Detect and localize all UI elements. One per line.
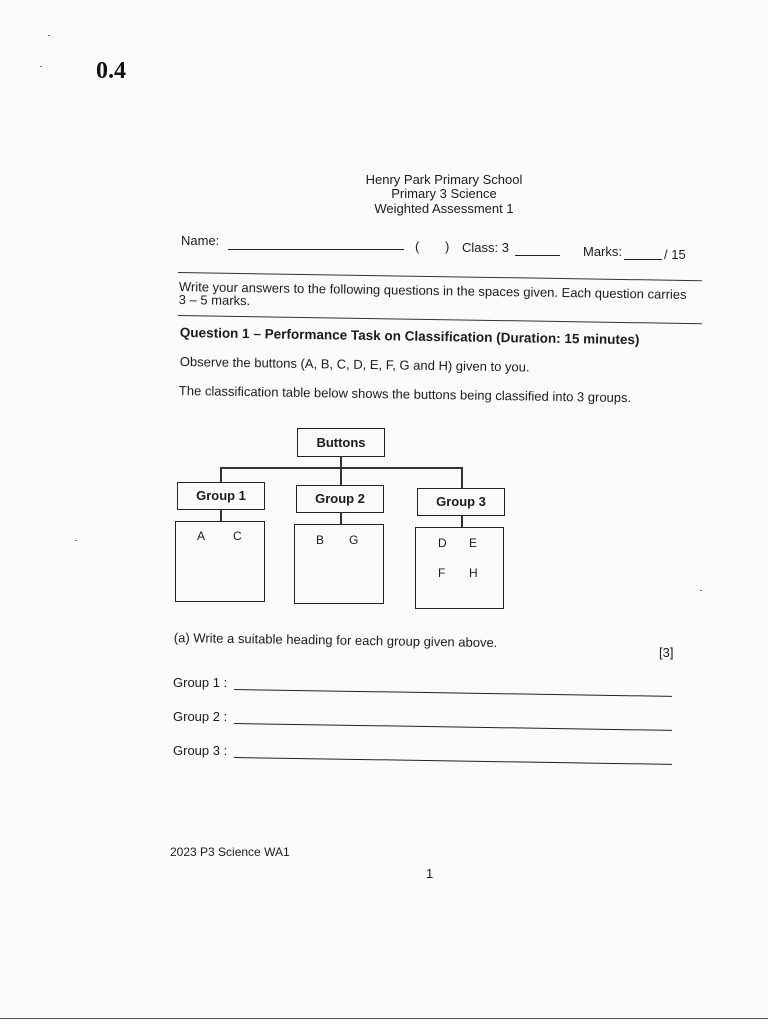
group1-item: A [197,529,206,543]
answer-label-group2: Group 2 : [173,709,228,724]
group3-item: F [438,566,446,580]
school-name: Henry Park Primary School [365,172,523,187]
group3-connector [461,467,463,489]
subject-title: Primary 3 Science [391,186,497,201]
group1-label: Group 1 [196,488,246,503]
group3-item: H [469,566,478,580]
name-label: Name: [181,233,220,248]
group1-connector [220,467,222,483]
group3-item: E [469,536,478,550]
marks-field[interactable] [624,259,662,260]
register-paren-open: ( [415,239,420,254]
page-number: 1 [426,866,434,881]
group2-label: Group 2 [315,491,365,506]
marks-label: Marks: [583,244,622,259]
scan-speck [75,540,77,541]
instructions-text: Write your answers to the following questions in the spaces given. Each question carries 3 – 5 marks. [178,279,687,309]
group2-members-box [294,524,384,604]
class-field[interactable] [515,255,560,256]
assessment-title: Weighted Assessment 1 [374,201,514,216]
scan-speck [48,35,50,36]
group3-label: Group 3 [436,494,486,509]
class-label: Class: 3 [462,240,509,255]
scan-speck [40,66,42,67]
answer-line-group1[interactable] [234,689,672,697]
answer-label-group1: Group 1 : [173,675,228,690]
register-paren-close: ) [445,239,450,254]
group2-item: G [349,533,359,547]
scan-edge [0,1018,768,1019]
group3-members-box [415,527,504,609]
marks-total: / 15 [664,247,686,262]
observe-text: Observe the buttons (A, B, C, D, E, F, G and H) given to you. [179,354,530,375]
group1-members-box [175,521,265,602]
student-info-row [181,233,691,263]
instruction-bottom-rule [178,315,702,324]
part-a-marks: [3] [659,645,674,660]
question-title: Question 1 – Performance Task on Classification (Duration: 15 minutes) [179,325,640,348]
answer-line-group2[interactable] [234,723,672,731]
answer-line-group3[interactable] [234,757,672,765]
answer-label-group3: Group 3 : [173,743,228,758]
group2-item: B [316,533,325,547]
part-a-prompt: (a) Write a suitable heading for each group given above. [173,630,498,651]
group2-connector [340,467,342,485]
name-field[interactable] [228,249,404,250]
footer-code: 2023 P3 Science WA1 [170,845,290,859]
buttons-root-label: Buttons [316,435,366,450]
table-intro-text: The classification table below shows the buttons being classified into 3 groups. [178,383,632,406]
score-annotation: 0.4 [96,58,126,84]
group3-item: D [438,536,447,550]
group1-item: C [233,529,242,543]
scan-speck [700,590,702,591]
